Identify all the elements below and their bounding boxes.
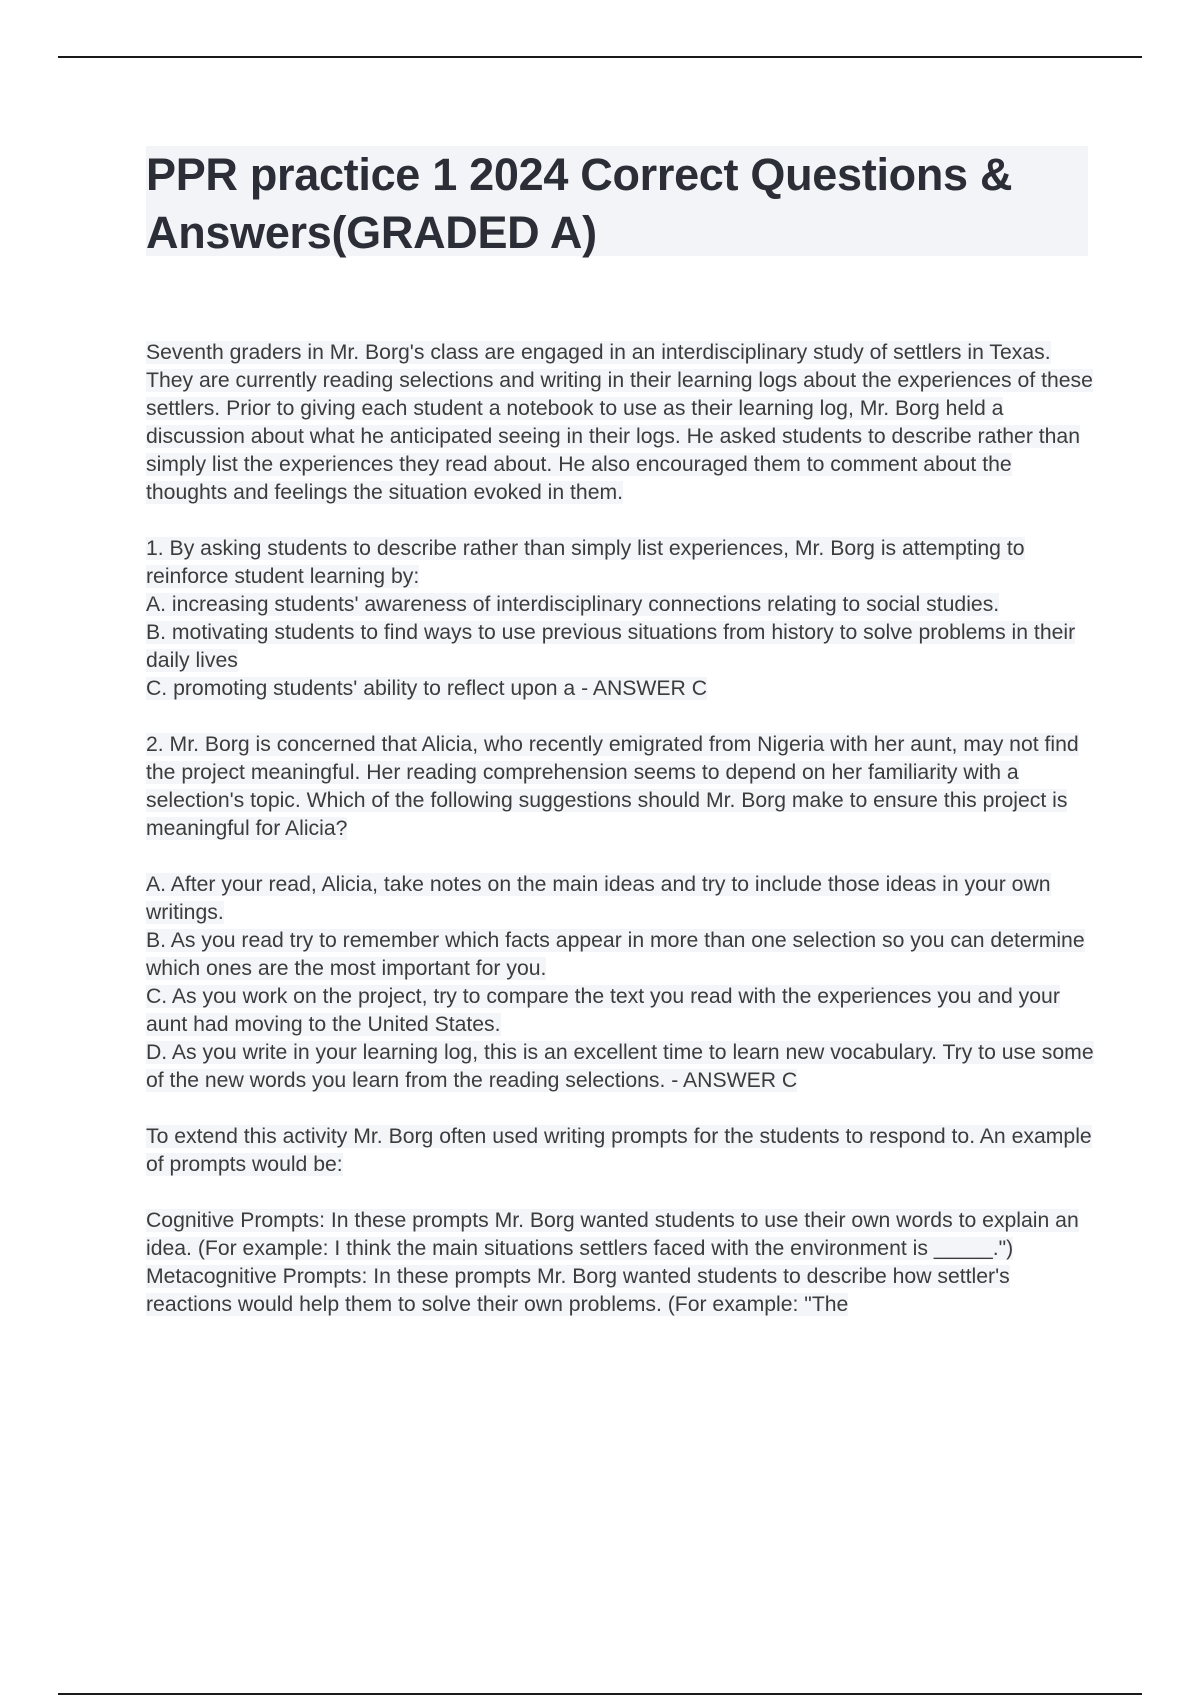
title-block [146,146,1088,256]
spacer [146,1179,1096,1207]
question-2-stem: 2. Mr. Borg is concerned that Alicia, who recently emigrated from Nigeria with her aunt, may not find the project meaningful. Her reading comprehension seems to depend on her familiarity with a selection's topic. Which of the following suggestions should Mr. Borg make to ensure this project is meaningful for Alicia? [146,733,1079,840]
intro-text: Seventh graders in Mr. Borg's class are engaged in an interdisciplinary study of settlers in Texas. They are currently reading selections and writing in their learning logs about the experiences of these settlers. Prior to giving each student a notebook to use as their learning log, Mr. Borg held a discussion about what he anticipated seeing in their logs. He asked students to describe rather than simply list the experiences they read about. He also encouraged them to comment about the thoughts and feelings the situation evoked in them. [146,341,1093,504]
question-2-option-a: A. After your read, Alicia, take notes on the main ideas and try to include those ideas in your own writings. [146,873,1051,924]
spacer [146,507,1096,535]
intro-paragraph [146,339,1096,507]
question-2-option-b: B. As you read try to remember which facts appear in more than one selection so you can determine which ones are the most important for you. [146,929,1085,980]
question-1-option-b: B. motivating students to find ways to use previous situations from history to solve problems in their daily lives [146,621,1076,672]
question-2 [146,731,1096,1095]
question-1-stem: 1. By asking students to describe rather than simply list experiences, Mr. Borg is attempting to reinforce student learning by: [146,537,1025,588]
question-2-option-c: C. As you work on the project, try to compare the text you read with the experiences you and your aunt had moving to the United States. [146,985,1060,1036]
question-1 [146,535,1096,703]
page-title: PPR practice 1 2024 Correct Questions & Answers(GRADED A) [146,149,1013,258]
extension-paragraph: To extend this activity Mr. Borg often used writing prompts for the students to respond to. An example of prompts would be: [146,1125,1092,1176]
bottom-divider [58,1693,1142,1695]
spacer [146,1095,1096,1123]
top-divider [58,56,1142,58]
prompts-section [146,1207,1096,1319]
document-body [146,339,1096,1319]
question-1-option-c: C. promoting students' ability to reflect upon a - ANSWER C [146,677,708,700]
question-1-option-a: A. increasing students' awareness of interdisciplinary connections relating to social studies. [146,593,1000,616]
spacer [146,843,1096,871]
question-2-option-d: D. As you write in your learning log, this is an excellent time to learn new vocabulary. Try to use some of the new words you learn from the reading selections. - ANSWER C [146,1041,1094,1092]
cognitive-prompts: Cognitive Prompts: In these prompts Mr. Borg wanted students to use their own words to explain an idea. (For example: I think the main situations settlers faced with the environment is _____.") [146,1209,1079,1260]
metacognitive-prompts: Metacognitive Prompts: In these prompts Mr. Borg wanted students to describe how settler's reactions would help them to solve their own problems. (For example: "The [146,1265,1010,1316]
spacer [146,703,1096,731]
